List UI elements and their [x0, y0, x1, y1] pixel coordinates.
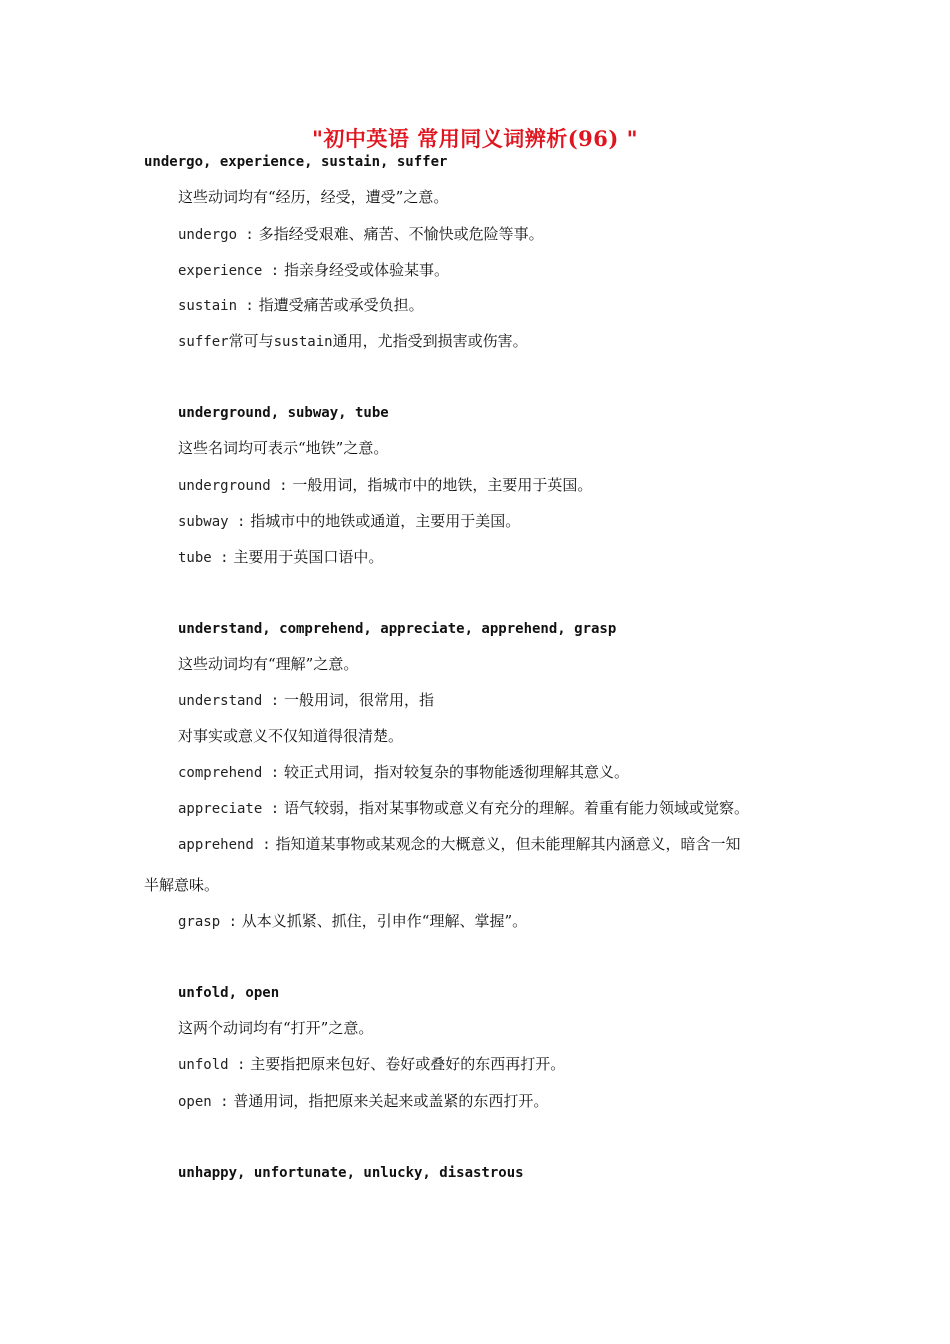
entry-word: sustain :: [178, 298, 254, 314]
entry-desc: 主要指把原来包好、卷好或叠好的东西再打开。: [250, 1055, 566, 1073]
entry-word: apprehend :: [178, 837, 271, 853]
entry-line: [178, 690, 434, 711]
entry-continuation: 对事实或意义不仅知道得很清楚。: [178, 727, 404, 745]
entry-word: underground :: [178, 478, 288, 494]
section-intro: 这些动词均有“理解”之意。: [178, 655, 359, 673]
section-intro: 这两个动词均有“打开”之意。: [178, 1019, 374, 1037]
entry-line: [178, 798, 749, 819]
section-heading: undergo, experience, sustain, suffer: [144, 154, 448, 170]
entry-word: understand :: [178, 693, 280, 709]
section-intro: 这些名词均可表示“地铁”之意。: [178, 439, 389, 457]
section-intro: 这些动词均有“经历，经受，遭受”之意。: [178, 188, 449, 206]
entry-desc: 语气较弱，指对某事物或意义有充分的理解。着重有能力领域或觉察。: [283, 799, 749, 817]
entry-desc: 指亲身经受或体验某事。: [283, 261, 449, 279]
entry-desc: 指遭受痛苦或承受负担。: [258, 296, 424, 314]
entry-desc: 普通用词，指把原来关起来或盖紧的东西打开。: [233, 1092, 549, 1110]
entry-line: [178, 1091, 548, 1112]
entry-word: open :: [178, 1094, 229, 1110]
section-heading: unhappy, unfortunate, unlucky, disastrous: [178, 1165, 524, 1181]
entry-note: [178, 331, 528, 352]
section-heading: underground, subway, tube: [178, 405, 389, 421]
entry-desc: 指知道某事物或某观念的大概意义，但未能理解其内涵意义，暗含一知: [275, 835, 741, 853]
entry-word: grasp :: [178, 914, 238, 930]
entry-line: [178, 911, 527, 932]
entry-word: undergo :: [178, 227, 254, 243]
entry-desc: 指城市中的地铁或通道，主要用于美国。: [250, 512, 521, 530]
entry-line: [178, 1054, 565, 1075]
entry-word: appreciate :: [178, 801, 280, 817]
entry-line: [178, 295, 424, 316]
entry-desc: 一般用词，很常用，指: [283, 691, 434, 709]
entry-desc: 多指经受艰难、痛苦、不愉快或危险等事。: [258, 225, 544, 243]
note-word: sustain: [273, 334, 333, 350]
entry-word: tube :: [178, 550, 229, 566]
entry-line: [178, 511, 520, 532]
entry-word: unfold :: [178, 1057, 246, 1073]
section-heading: unfold, open: [178, 985, 280, 1001]
entry-word: experience :: [178, 263, 280, 279]
entry-word: subway :: [178, 514, 246, 530]
entry-continuation: 半解意味。: [144, 876, 220, 894]
page-title: "初中英语 常用同义词辨析(96) ": [311, 126, 639, 151]
entry-line: [178, 475, 592, 496]
entry-word: comprehend :: [178, 765, 280, 781]
entry-line: [178, 224, 544, 245]
entry-line: [178, 547, 383, 568]
entry-desc: 从本义抓紧、抓住，引申作“理解、掌握”。: [241, 912, 528, 930]
entry-line: [178, 260, 449, 281]
note-word: suffer: [178, 334, 229, 350]
entry-desc: 主要用于英国口语中。: [233, 548, 384, 566]
entry-line: [178, 834, 741, 855]
entry-desc: 一般用词，指城市中的地铁，主要用于英国。: [292, 476, 593, 494]
note-text: 通用，尤指受到损害或伤害。: [332, 332, 528, 350]
entry-desc: 较正式用词，指对较复杂的事物能透彻理解其意义。: [283, 763, 629, 781]
section-heading: understand, comprehend, appreciate, apprehend, grasp: [178, 621, 617, 637]
note-text: 常可与: [228, 332, 274, 350]
entry-line: [178, 762, 629, 783]
